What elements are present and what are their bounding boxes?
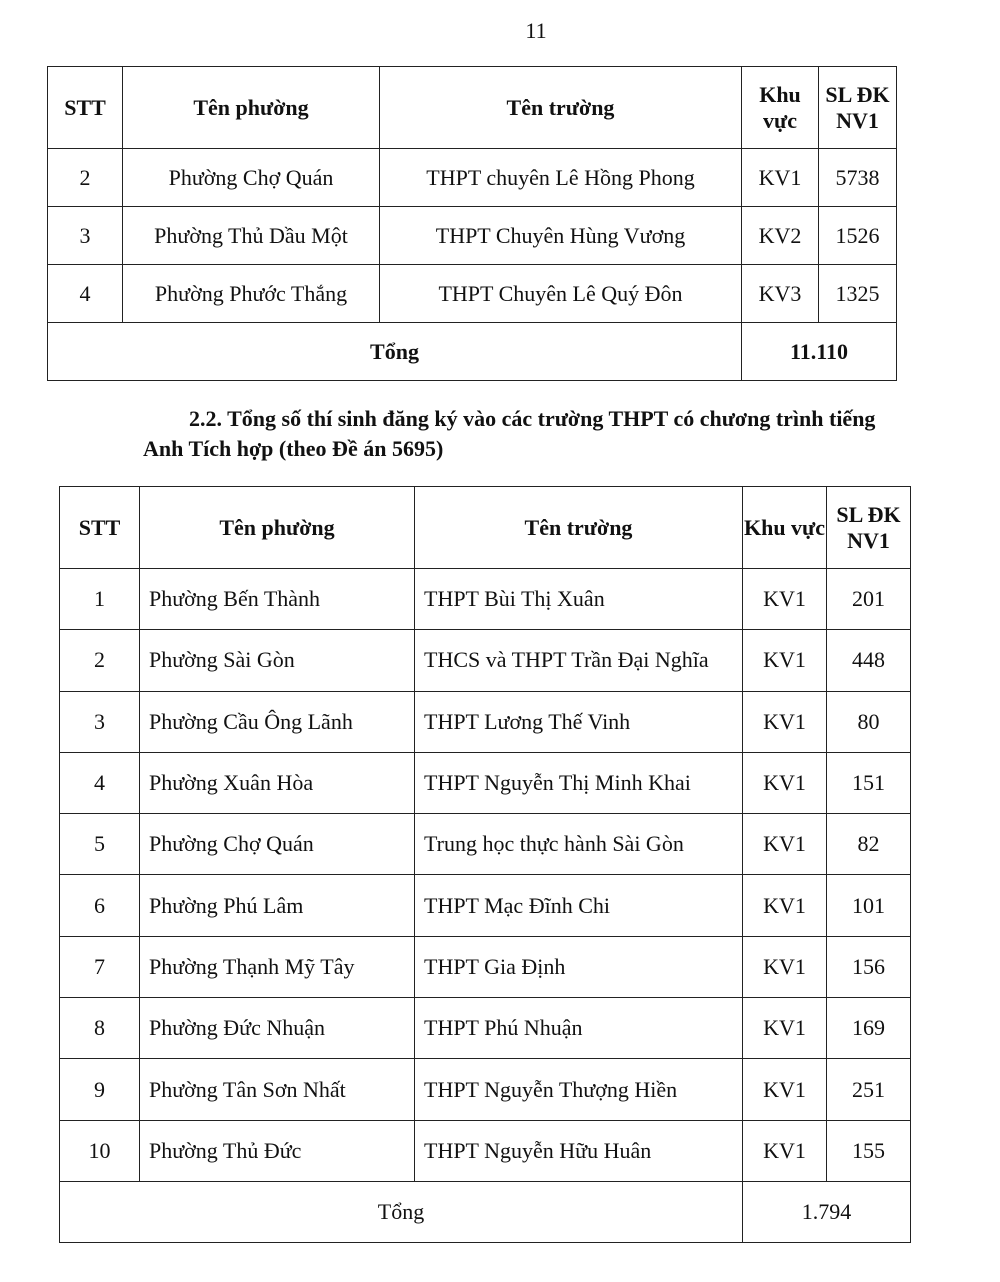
cell-count: 201	[827, 569, 911, 630]
cell-school: Trung học thực hành Sài Gòn	[415, 814, 743, 875]
cell-region: KV1	[743, 630, 827, 691]
cell-stt: 7	[60, 936, 140, 997]
cell-region: KV1	[743, 998, 827, 1059]
cell-region: KV1	[743, 569, 827, 630]
cell-region: KV1	[743, 875, 827, 936]
cell-school: THPT Mạc Đĩnh Chi	[415, 875, 743, 936]
cell-school: THPT Lương Thế Vinh	[415, 691, 743, 752]
cell-count: 151	[827, 752, 911, 813]
header-count: SL ĐK NV1	[819, 67, 897, 149]
cell-region: KV1	[743, 1120, 827, 1181]
cell-ward: Phường Cầu Ông Lãnh	[140, 691, 415, 752]
cell-ward: Phường Chợ Quán	[123, 149, 380, 207]
cell-stt: 5	[60, 814, 140, 875]
cell-region: KV1	[743, 691, 827, 752]
header-count: SL ĐK NV1	[827, 487, 911, 569]
cell-ward: Phường Thủ Dầu Một	[123, 207, 380, 265]
header-ward: Tên phường	[140, 487, 415, 569]
table-row	[48, 265, 897, 323]
table-specialized-schools	[47, 66, 897, 381]
cell-ward: Phường Bến Thành	[140, 569, 415, 630]
cell-count: 101	[827, 875, 911, 936]
table-integrated-english-schools	[59, 486, 911, 1243]
section-heading-line1: 2.2. Tổng số thí sinh đăng ký vào các trường THPT có chương trình tiếng	[189, 406, 876, 431]
cell-count: 169	[827, 998, 911, 1059]
cell-ward: Phường Sài Gòn	[140, 630, 415, 691]
cell-stt: 3	[60, 691, 140, 752]
cell-count: 1526	[819, 207, 897, 265]
table-row	[60, 1120, 911, 1181]
total-value: 11.110	[742, 323, 897, 381]
cell-school: THPT Chuyên Hùng Vương	[380, 207, 742, 265]
cell-region: KV1	[743, 752, 827, 813]
cell-region: KV1	[743, 814, 827, 875]
cell-school: THPT Bùi Thị Xuân	[415, 569, 743, 630]
header-ward: Tên phường	[123, 67, 380, 149]
page-number: 11	[525, 18, 547, 43]
table-row	[60, 752, 911, 813]
cell-stt: 2	[48, 149, 123, 207]
cell-stt: 2	[60, 630, 140, 691]
cell-region: KV3	[742, 265, 819, 323]
cell-stt: 6	[60, 875, 140, 936]
cell-ward: Phường Tân Sơn Nhất	[140, 1059, 415, 1120]
table-row	[60, 875, 911, 936]
cell-school: THPT chuyên Lê Hồng Phong	[380, 149, 742, 207]
cell-school: THCS và THPT Trần Đại Nghĩa	[415, 630, 743, 691]
table-row	[60, 691, 911, 752]
cell-ward: Phường Thạnh Mỹ Tây	[140, 936, 415, 997]
header-school: Tên trường	[380, 67, 742, 149]
cell-region: KV1	[743, 1059, 827, 1120]
header-school: Tên trường	[415, 487, 743, 569]
cell-count: 1325	[819, 265, 897, 323]
cell-stt: 4	[48, 265, 123, 323]
cell-count: 251	[827, 1059, 911, 1120]
header-region: Khu vực	[742, 67, 819, 149]
section-heading	[143, 404, 983, 464]
cell-region: KV1	[742, 149, 819, 207]
cell-school: THPT Nguyễn Thượng Hiền	[415, 1059, 743, 1120]
total-label: Tổng	[60, 1181, 743, 1242]
table-row	[60, 1059, 911, 1120]
cell-region: KV2	[742, 207, 819, 265]
table-row	[48, 207, 897, 265]
cell-stt: 8	[60, 998, 140, 1059]
cell-stt: 9	[60, 1059, 140, 1120]
cell-ward: Phường Thủ Đức	[140, 1120, 415, 1181]
cell-school: THPT Chuyên Lê Quý Đôn	[380, 265, 742, 323]
cell-stt: 4	[60, 752, 140, 813]
cell-school: THPT Phú Nhuận	[415, 998, 743, 1059]
table-header-row	[48, 67, 897, 149]
cell-ward: Phường Chợ Quán	[140, 814, 415, 875]
cell-ward: Phường Phú Lâm	[140, 875, 415, 936]
table-row	[60, 569, 911, 630]
cell-stt: 1	[60, 569, 140, 630]
cell-count: 5738	[819, 149, 897, 207]
cell-school: THPT Nguyễn Hữu Huân	[415, 1120, 743, 1181]
header-stt: STT	[48, 67, 123, 149]
header-stt: STT	[60, 487, 140, 569]
cell-stt: 3	[48, 207, 123, 265]
cell-ward: Phường Xuân Hòa	[140, 752, 415, 813]
cell-region: KV1	[743, 936, 827, 997]
cell-count: 448	[827, 630, 911, 691]
table-total-row	[60, 1181, 911, 1242]
table-row	[60, 630, 911, 691]
cell-school: THPT Gia Định	[415, 936, 743, 997]
cell-count: 82	[827, 814, 911, 875]
cell-school: THPT Nguyễn Thị Minh Khai	[415, 752, 743, 813]
table-row	[60, 998, 911, 1059]
cell-count: 80	[827, 691, 911, 752]
cell-ward: Phường Phước Thắng	[123, 265, 380, 323]
section-heading-line2: Anh Tích hợp (theo Đề án 5695)	[143, 436, 444, 461]
table-header-row	[60, 487, 911, 569]
table-row	[60, 936, 911, 997]
table-total-row	[48, 323, 897, 381]
table-row	[60, 814, 911, 875]
cell-ward: Phường Đức Nhuận	[140, 998, 415, 1059]
cell-stt: 10	[60, 1120, 140, 1181]
table-row	[48, 149, 897, 207]
total-label: Tổng	[48, 323, 742, 381]
cell-count: 156	[827, 936, 911, 997]
total-value: 1.794	[743, 1181, 911, 1242]
header-region: Khu vực	[743, 487, 827, 569]
cell-count: 155	[827, 1120, 911, 1181]
